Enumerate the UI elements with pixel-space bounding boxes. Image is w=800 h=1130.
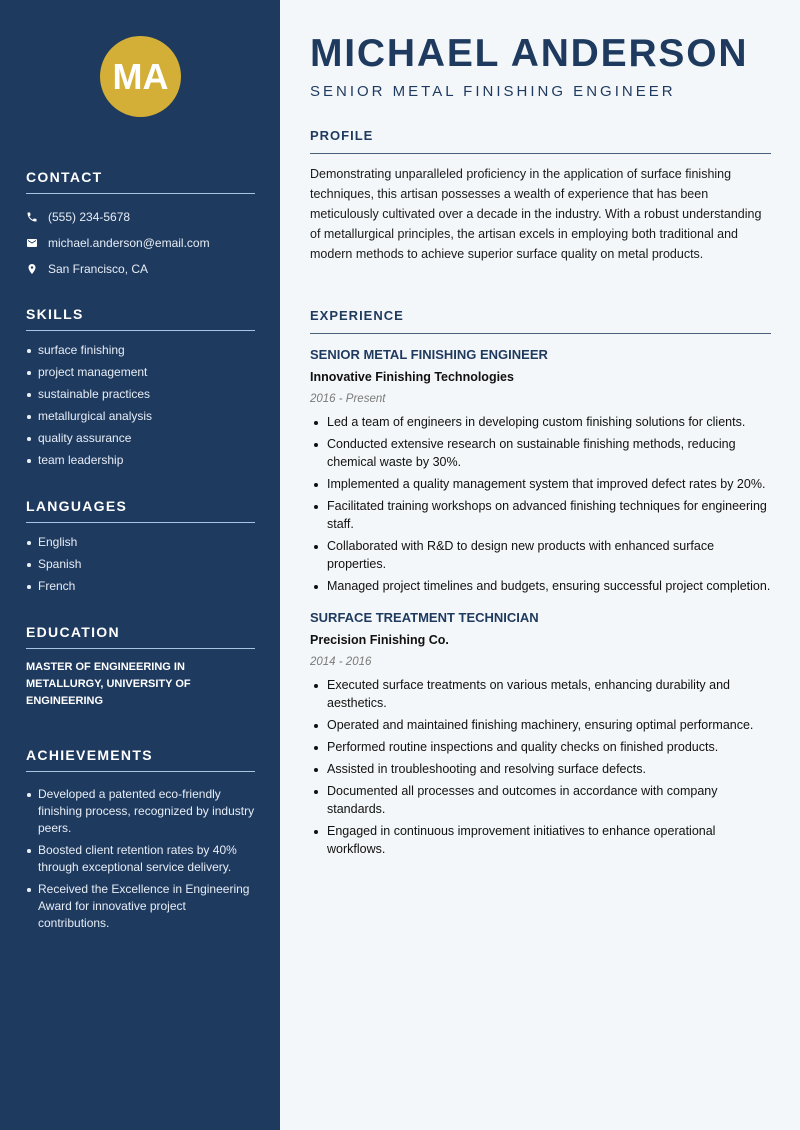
experience-heading: EXPERIENCE	[310, 308, 771, 334]
education-section	[26, 623, 255, 710]
education-heading: EDUCATION	[26, 623, 255, 649]
experience-section	[310, 308, 771, 862]
profile-section	[310, 128, 771, 264]
phone-text: (555) 234-5678	[48, 210, 131, 224]
language-item: Spanish	[26, 553, 255, 575]
skills-heading: SKILLS	[26, 305, 255, 331]
job-entry	[310, 346, 771, 595]
job-bullet: Executed surface treatments on various metals, enhancing durability and aesthetics.	[310, 676, 771, 712]
job-bullet: Led a team of engineers in developing custom finishing solutions for clients.	[310, 413, 771, 431]
contact-section	[26, 168, 255, 282]
contact-email	[26, 230, 255, 256]
job-company: Innovative Finishing Technologies	[310, 370, 514, 384]
job-bullet: Facilitated training workshops on advanced finishing techniques for engineering staff.	[310, 497, 771, 533]
job-bullet: Conducted extensive research on sustainable finishing methods, reducing chemical waste by 30%.	[310, 435, 771, 471]
skill-item: quality assurance	[26, 427, 255, 449]
skill-item: team leadership	[26, 449, 255, 471]
location-text: San Francisco, CA	[48, 262, 149, 276]
language-item: French	[26, 575, 255, 597]
job-bullet: Documented all processes and outcomes in accordance with company standards.	[310, 782, 771, 818]
achievements-heading: ACHIEVEMENTS	[26, 746, 255, 772]
job-title: SURFACE TREATMENT TECHNICIAN	[310, 610, 539, 625]
job-bullet: Performed routine inspections and quality checks on finished products.	[310, 738, 771, 756]
job-bullet: Assisted in troubleshooting and resolving surface defects.	[310, 760, 771, 778]
achievement-item: Boosted client retention rates by 40% through exceptional service delivery.	[26, 842, 255, 876]
job-entry	[310, 609, 771, 858]
languages-section	[26, 497, 255, 597]
location-pin-icon	[26, 263, 48, 275]
achievement-item: Developed a patented eco-friendly finishing process, recognized by industry peers.	[26, 786, 255, 837]
email-text: michael.anderson@email.com	[48, 236, 210, 250]
skills-list	[26, 339, 255, 471]
skill-item: sustainable practices	[26, 383, 255, 405]
candidate-title: SENIOR METAL FINISHING ENGINEER	[310, 83, 676, 100]
job-bullets	[310, 676, 771, 858]
job-bullet: Implemented a quality management system that improved defect rates by 20%.	[310, 475, 771, 493]
job-dates: 2014 - 2016	[310, 656, 372, 668]
avatar-initials: MA	[100, 36, 181, 117]
email-icon	[26, 237, 48, 249]
job-dates: 2016 - Present	[310, 393, 386, 405]
language-item: English	[26, 531, 255, 553]
achievement-item: Received the Excellence in Engineering Award for innovative project contributions.	[26, 881, 255, 932]
candidate-name: MICHAEL ANDERSON	[310, 32, 749, 75]
achievements-section	[26, 746, 255, 937]
job-bullet: Engaged in continuous improvement initiatives to enhance operational workflows.	[310, 822, 771, 858]
sidebar	[0, 0, 280, 1130]
education-degree: MASTER OF ENGINEERING IN METALLURGY, UNIVERSITY OF ENGINEERING	[26, 661, 191, 707]
job-title: SENIOR METAL FINISHING ENGINEER	[310, 347, 548, 362]
skill-item: metallurgical analysis	[26, 405, 255, 427]
contact-heading: CONTACT	[26, 168, 255, 194]
languages-list	[26, 531, 255, 597]
job-bullet: Operated and maintained finishing machinery, ensuring optimal performance.	[310, 716, 771, 734]
job-bullets	[310, 413, 771, 595]
contact-location	[26, 256, 255, 282]
achievements-list	[26, 786, 255, 932]
phone-icon	[26, 211, 48, 223]
languages-heading: LANGUAGES	[26, 497, 255, 523]
skill-item: surface finishing	[26, 339, 255, 361]
job-company: Precision Finishing Co.	[310, 633, 449, 647]
profile-text: Demonstrating unparalleled proficiency in the application of surface finishing techniques, this artisan possesses a wealth of experience that has been meticulously cultivated over a decade in the industry. With a robust understanding of metallurgical principles, the artisan excels in employing both traditional and modern methods to achieve superior surface quality on metal products.	[310, 167, 762, 261]
skill-item: project management	[26, 361, 255, 383]
job-bullet: Collaborated with R&D to design new products with enhanced surface properties.	[310, 537, 771, 573]
contact-list	[26, 204, 255, 282]
profile-heading: PROFILE	[310, 128, 771, 154]
job-bullet: Managed project timelines and budgets, ensuring successful project completion.	[310, 577, 771, 595]
skills-section	[26, 305, 255, 471]
contact-phone	[26, 204, 255, 230]
